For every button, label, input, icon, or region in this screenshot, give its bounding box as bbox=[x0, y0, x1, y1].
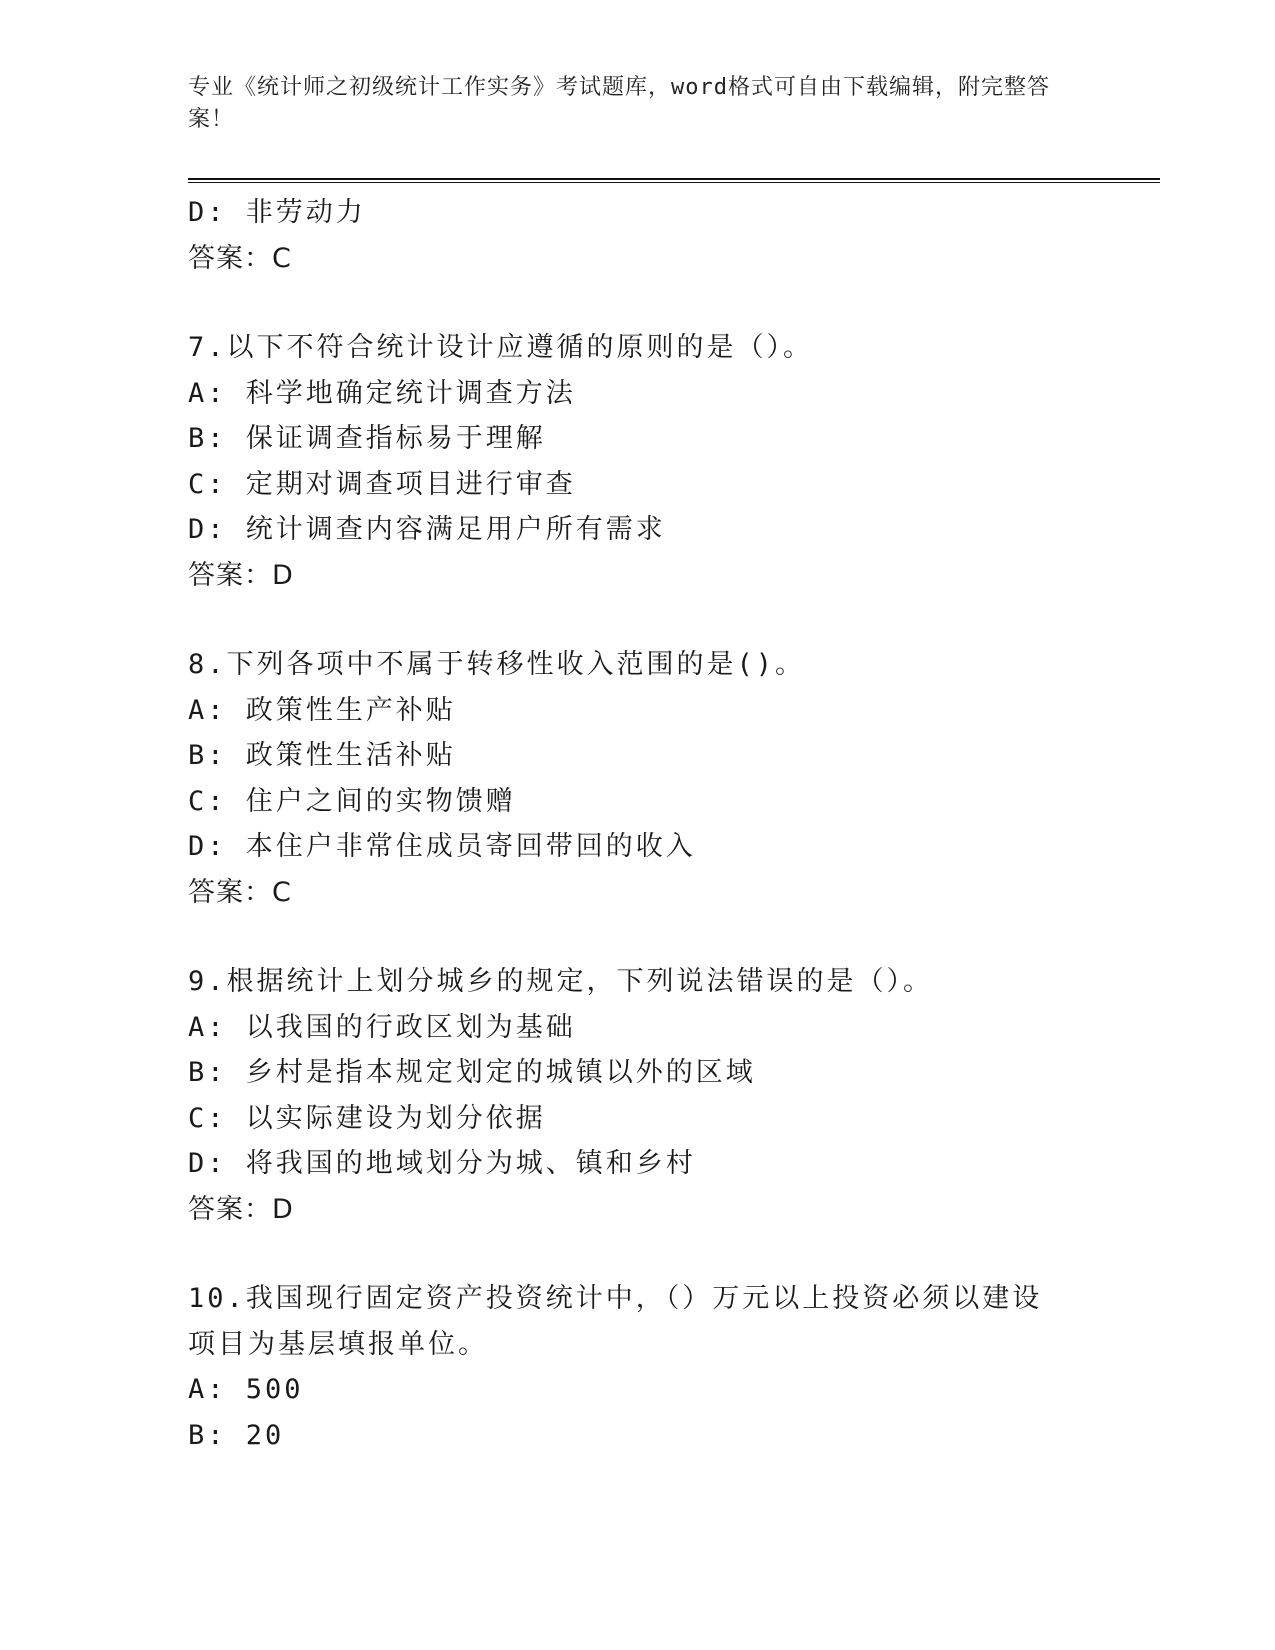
spacer bbox=[188, 915, 1088, 959]
question-stem: 9.根据统计上划分城乡的规定，下列说法错误的是（）。 bbox=[188, 966, 934, 997]
option-c: C: 住户之间的实物馈赠 bbox=[188, 785, 516, 817]
header-divider-thick bbox=[188, 178, 1160, 180]
option-a: A: 科学地确定统计调查方法 bbox=[188, 377, 576, 409]
option-d: D: 本住户非常住成员寄回带回的收入 bbox=[188, 831, 696, 862]
header-divider-thin bbox=[188, 182, 1160, 183]
option-b: B: 保证调查指标易于理解 bbox=[188, 423, 546, 454]
answer: 答案：C bbox=[188, 242, 292, 274]
spacer bbox=[188, 598, 1088, 642]
answer: 答案：C bbox=[188, 876, 292, 908]
option-a: A: 以我国的行政区划为基础 bbox=[188, 1011, 576, 1043]
spacer bbox=[188, 1232, 1088, 1276]
option-d: D: 将我国的地域划分为城、镇和乡村 bbox=[188, 1148, 696, 1179]
question-stem: 10.我国现行固定资产投资统计中，（）万元以上投资必须以建设项目为基层填报单位。 bbox=[188, 1283, 1043, 1360]
answer: 答案：D bbox=[188, 559, 294, 591]
question-stem: 7.以下不符合统计设计应遵循的原则的是（）。 bbox=[188, 332, 814, 363]
option-b: B: 乡村是指本规定划定的城镇以外的区域 bbox=[188, 1057, 756, 1088]
spacer bbox=[188, 281, 1088, 325]
option-a: A: 500 bbox=[188, 1374, 304, 1405]
option-a: A: 政策性生产补贴 bbox=[188, 694, 456, 726]
option-c: C: 以实际建设为划分依据 bbox=[188, 1102, 546, 1134]
option-d: D: 统计调查内容满足用户所有需求 bbox=[188, 514, 666, 545]
question-content bbox=[188, 190, 1088, 1458]
option-c: C: 定期对调查项目进行审查 bbox=[188, 468, 576, 500]
question-stem: 8.下列各项中不属于转移性收入范围的是()。 bbox=[188, 649, 806, 680]
option-b: B: 政策性生活补贴 bbox=[188, 740, 456, 771]
answer: 答案：D bbox=[188, 1193, 294, 1225]
option-b: B: 20 bbox=[188, 1419, 285, 1451]
document-header: 专业《统计师之初级统计工作实务》考试题库，word格式可自由下载编辑，附完整答案！ bbox=[188, 75, 1050, 132]
option-d: D: 非劳动力 bbox=[188, 197, 366, 228]
